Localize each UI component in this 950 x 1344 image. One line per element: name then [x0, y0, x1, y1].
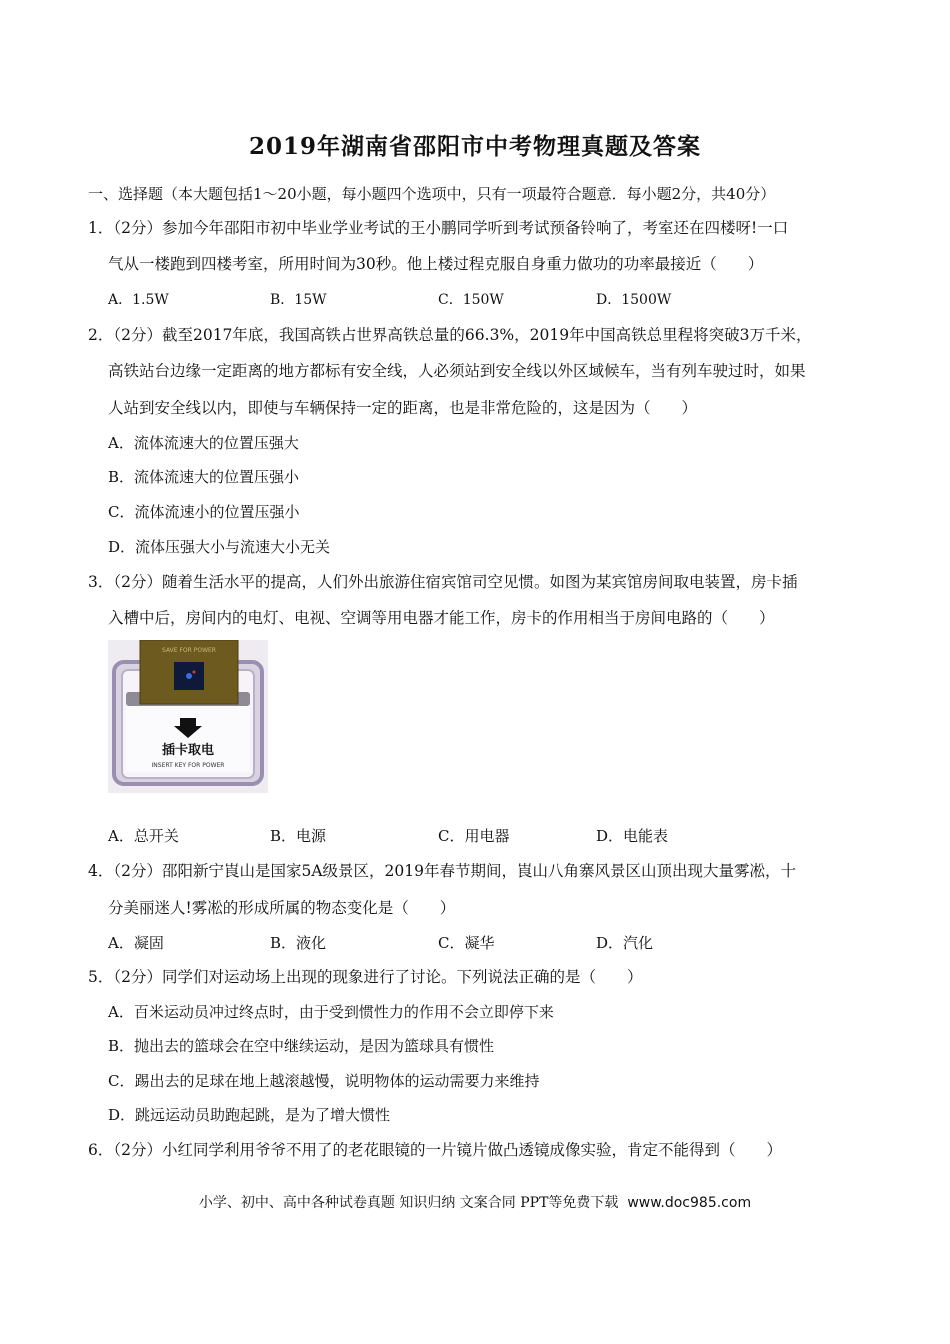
q5-line-1: 5．（2分）同学们对运动场上出现的现象进行了讨论。下列说法正确的是（ ） [88, 968, 643, 986]
q1-option-a: A．1.5W [108, 292, 169, 308]
q2-option-c: C．流体流速小的位置压强小 [108, 503, 300, 521]
q1-line-2: 气从一楼跑到四楼考室，所用时间为30秒。他上楼过程克服自身重力做功的功率最接近（ ） [108, 255, 764, 273]
q2-line-3: 人站到安全线以内，即使与车辆保持一定的距离，也是非常危险的，这是因为（ ） [108, 399, 698, 417]
q2-option-d: D．流体压强大小与流速大小无关 [108, 538, 331, 556]
footer-link[interactable]: www.doc985.com [627, 1195, 752, 1211]
q4-line-1: 4．（2分）邵阳新宁崀山是国家5A级景区，2019年春节期间，崀山八角寨风景区山顶出现大量雾凇，十 [88, 862, 796, 880]
q6-line-1: 6．（2分）小红同学利用爷爷不用了的老花眼镜的一片镜片做凸透镜成像实验，肯定不能得到（ ） [88, 1141, 782, 1159]
q2-line-1: 2．（2分）截至2017年底，我国高铁占世界高铁总量的66.3%，2019年中国高铁总里程将突破3万千米， [88, 326, 812, 344]
figure-label-en: INSERT KEY FOR POWER [151, 762, 225, 769]
q3-line-1: 3．（2分）随着生活水平的提高，人们外出旅游住宿宾馆司空见惯。如图为某宾馆房间取电装置，房卡插 [88, 573, 798, 591]
q3-option-a: A．总开关 [108, 827, 179, 845]
q4-line-2: 分美丽迷人!雾凇的形成所属的物态变化是（ ） [108, 899, 456, 917]
room-card-power-switch-image [108, 640, 268, 793]
q3-option-d: D．电能表 [596, 827, 669, 845]
q4-option-a: A．凝固 [108, 934, 164, 952]
footer-text: 小学、初中、高中各种试卷真题 知识归纳 文案合同 PPT等免费下载 [198, 1195, 619, 1211]
figure-label-cn: 插卡取电 [161, 743, 215, 758]
q3-line-2: 入槽中后，房间内的电灯、电视、空调等用电器才能工作，房卡的作用相当于房间电路的（ ） [108, 609, 775, 627]
q1-option-c: C．150W [438, 292, 504, 308]
page-footer [0, 1192, 950, 1212]
q1-option-d: D．1500W [596, 292, 672, 308]
card-text: SAVE FOR POWER [162, 647, 216, 654]
section-header: 一、选择题（本大题包括1～20小题，每小题四个选项中，只有一项最符合题意．每小题2分，共40分） [88, 185, 776, 203]
q2-line-2: 高铁站台边缘一定距离的地方都标有安全线，人必须站到安全线以外区域候车，当有列车驶过时，如果 [108, 362, 806, 380]
q5-option-d: D．跳远运动员助跑起跳，是为了增大惯性 [108, 1106, 391, 1124]
q1-line-1: 1．（2分）参加今年邵阳市初中毕业学业考试的王小鹏同学听到考试预备铃响了，考室还在四楼呀!一口 [88, 219, 789, 237]
q5-option-a: A．百米运动员冲过终点时，由于受到惯性力的作用不会立即停下来 [108, 1003, 554, 1021]
q4-option-d: D．汽化 [596, 934, 654, 952]
page-title: 2019年湖南省邵阳市中考物理真题及答案 [248, 133, 701, 160]
q4-option-b: B．液化 [270, 934, 327, 952]
q4-option-c: C．凝华 [438, 934, 495, 952]
q3-option-b: B．电源 [270, 827, 327, 845]
q2-option-b: B．流体流速大的位置压强小 [108, 468, 300, 486]
q5-option-b: B．抛出去的篮球会在空中继续运动，是因为篮球具有惯性 [108, 1037, 495, 1055]
q5-option-c: C．踢出去的足球在地上越滚越慢，说明物体的运动需要力来维持 [108, 1072, 540, 1090]
q1-option-b: B．15W [270, 292, 327, 308]
q2-option-a: A．流体流速大的位置压强大 [108, 434, 299, 452]
q3-option-c: C．用电器 [438, 827, 510, 845]
